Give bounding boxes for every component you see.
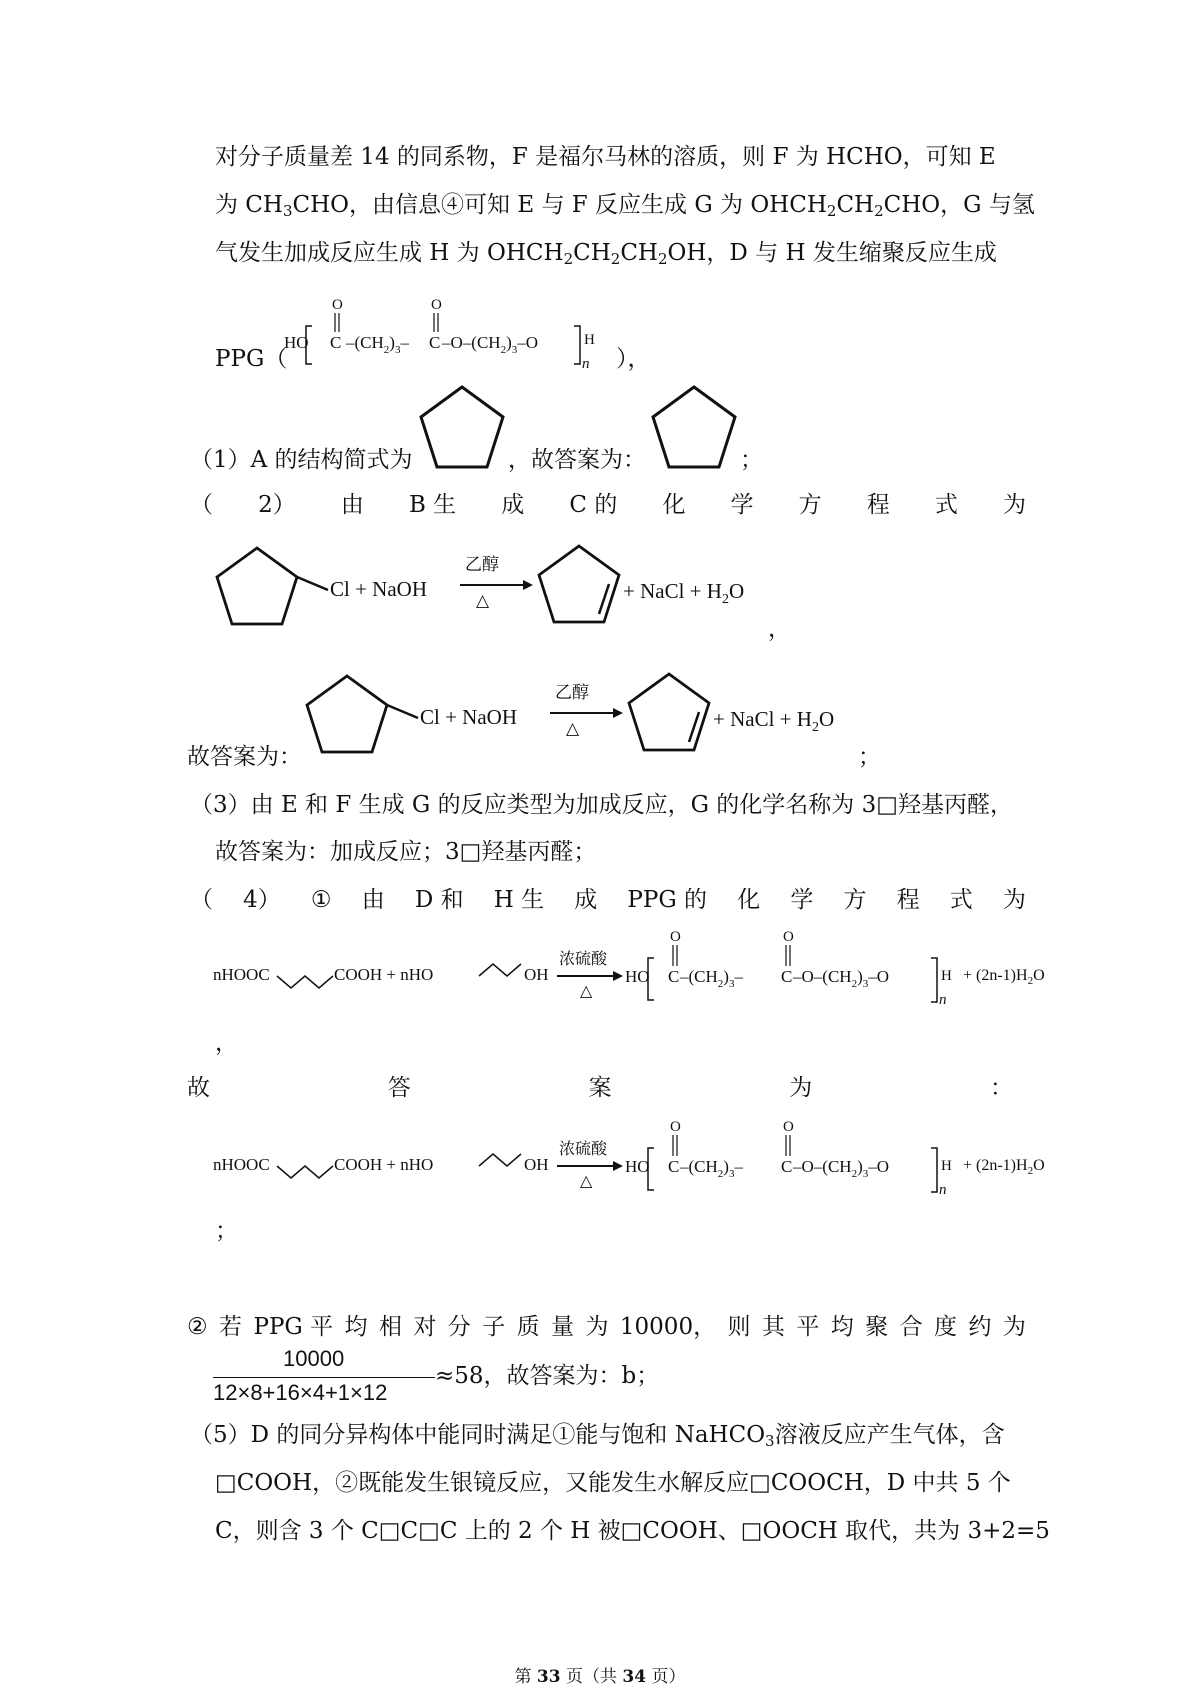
svg-text:C: C — [781, 967, 793, 986]
svg-text:+ NaCl + H2O: + NaCl + $H_2O$ — [713, 707, 835, 735]
svg-text:+ NaCl + H2O: + NaCl + $H_2O$ — [623, 579, 745, 607]
token: 学 — [730, 492, 754, 518]
q4b-heading — [187, 1312, 1026, 1342]
answer-label: 故答案为： — [187, 744, 302, 770]
svg-text:O: O — [783, 1119, 794, 1135]
subscript: 2 — [874, 202, 884, 220]
token: 2） — [258, 492, 296, 518]
token: 聚 — [865, 1314, 889, 1340]
svg-text:–(CH2)3–: $-(CH_2)_3-$ — [680, 967, 743, 990]
text: CH — [573, 240, 611, 266]
ppg-h: H — [584, 332, 595, 348]
ppg-c1: C — [330, 333, 342, 352]
svg-text:浓硫酸: 浓硫酸 — [559, 1141, 608, 1158]
svg-text:n: n — [939, 1182, 947, 1198]
token: 程 — [896, 887, 920, 913]
token: 成 — [501, 492, 525, 518]
svg-text:O: O — [783, 929, 794, 945]
fraction-bar — [213, 1377, 435, 1378]
subscript: 2 — [657, 250, 668, 268]
token: 则 — [727, 1314, 751, 1340]
token: ① — [310, 887, 332, 913]
q1-text-a: （1）A 的结构简式为 — [190, 447, 413, 473]
token: 案 — [588, 1075, 612, 1101]
token: 化 — [662, 492, 686, 518]
q5-line1 — [190, 1420, 1005, 1450]
text-line — [215, 142, 996, 172]
token: 量 — [551, 1314, 575, 1340]
text: 对分子质量差 14 的同系物，F 是福尔马林的溶质，则 F 为 HCHO，可知 E — [215, 144, 996, 170]
fraction-numerator: 10000 — [283, 1346, 345, 1371]
svg-text:–O–(CH2)3–O: $-O-(CH_2)_3-O$ — [793, 1157, 890, 1180]
token: 其 — [761, 1314, 785, 1340]
token: 程 — [866, 492, 890, 518]
subscript: 2 — [563, 250, 574, 268]
comma: ， — [215, 1030, 238, 1056]
comma: ， — [768, 616, 791, 642]
svg-text:Cl + NaOH: Cl + NaOH — [330, 577, 428, 601]
token: 子 — [482, 1314, 506, 1340]
semicolon: ； — [858, 744, 881, 770]
token: PPG 平 — [253, 1314, 334, 1340]
token: 式 — [934, 492, 958, 518]
token: 由 — [340, 492, 364, 518]
svg-text:△: △ — [580, 1173, 593, 1190]
q2-heading — [190, 490, 1026, 520]
ppg-ch2-1: $-(CH_2)_3-$ — [346, 333, 409, 356]
page-footer: 第 33 页（共 34 页） — [514, 1667, 686, 1687]
svg-text:C: C — [668, 1157, 680, 1176]
q5-line3: C，则含 3 个 C□C□C 上的 2 个 H 被□COOH、□OOCH 取代，共为 3+2=5 — [215, 1518, 1050, 1544]
token: PPG 的 — [627, 887, 708, 913]
fraction-denominator: 12×8+16×4+1×12 — [213, 1380, 388, 1405]
svg-text:HO: HO — [625, 967, 650, 986]
svg-text:O: O — [670, 929, 681, 945]
svg-text:C: C — [781, 1157, 793, 1176]
text: （5）D 的同分异构体中能同时满足①能与饱和 NaHCO — [190, 1422, 766, 1448]
ppg-suffix: ）， — [616, 346, 651, 372]
svg-text:乙醇: 乙醇 — [555, 683, 589, 702]
svg-text:△: △ — [580, 983, 593, 1000]
token: 为 — [1002, 492, 1026, 518]
ring-reactant — [217, 548, 297, 624]
cyclopentane-2 — [648, 383, 740, 473]
cyclopentane-1 — [416, 383, 508, 473]
svg-text:H: H — [941, 1158, 952, 1174]
token: 均 — [344, 1314, 368, 1340]
token: 成 — [574, 887, 598, 913]
text: 溶液反应产生气体，含 — [774, 1422, 1005, 1448]
svg-text:△: △ — [566, 719, 580, 738]
ppg-o2: O — [431, 297, 442, 313]
svg-text:OH: OH — [524, 965, 549, 984]
token: 方 — [798, 492, 822, 518]
token: 分 — [447, 1314, 471, 1340]
svg-text:Cl + NaOH: Cl + NaOH — [420, 705, 518, 729]
text: OH，D 与 H 发生缩聚反应生成 — [667, 240, 997, 266]
token: 为 — [1002, 1314, 1026, 1340]
token: 学 — [790, 887, 814, 913]
fraction — [213, 1346, 435, 1408]
reaction-1-answer — [303, 668, 873, 768]
token: 为 — [585, 1314, 609, 1340]
svg-text:–(CH2)3–: $-(CH_2)_3-$ — [680, 1157, 743, 1180]
token: 质 — [516, 1314, 540, 1340]
svg-text:–O–(CH2)3–O: $-O-(CH_2)_3-O$ — [793, 967, 890, 990]
svg-text:COOH + nHO: COOH + nHO — [334, 965, 434, 984]
subscript: 2 — [610, 250, 621, 268]
svg-text:+ (2n-1)H2O: + $(2n-1)H_2O$ — [963, 967, 1045, 987]
reaction-1 — [213, 540, 783, 640]
token: H 生 — [493, 887, 545, 913]
subscript: 3 — [765, 1432, 775, 1450]
ppg-ho: HO — [284, 333, 309, 352]
token: 故 — [187, 1075, 210, 1101]
text-line — [215, 238, 997, 268]
svg-text:OH: OH — [524, 1155, 549, 1174]
svg-text:nHOOC: nHOOC — [213, 965, 270, 984]
token: 10000， — [619, 1314, 717, 1340]
token: 由 — [361, 887, 385, 913]
svg-text:浓硫酸: 浓硫酸 — [559, 951, 608, 968]
page-number: 33 — [536, 1667, 561, 1687]
token: 方 — [843, 887, 867, 913]
token: C 的 — [569, 492, 618, 518]
token: 化 — [737, 887, 761, 913]
text: CH — [620, 240, 658, 266]
svg-text:△: △ — [476, 591, 490, 610]
bracket-right — [574, 326, 580, 364]
svg-text:O: O — [670, 1119, 681, 1135]
svg-text:H: H — [941, 968, 952, 984]
token: 4） — [243, 887, 281, 913]
svg-text:+ (2n-1)H2O: + $(2n-1)H_2O$ — [963, 1157, 1045, 1177]
token: 为 — [789, 1075, 813, 1101]
q5-line2: □COOH，②既能发生银镜反应，又能发生水解反应□COOCH，D 中共 5 个 — [215, 1470, 1011, 1496]
text: CHO，G 与氢 — [883, 192, 1035, 218]
token: （ — [190, 492, 213, 518]
text: CH — [836, 192, 875, 218]
token: 答 — [387, 1075, 411, 1101]
token: 度 — [934, 1314, 958, 1340]
token: ： — [990, 1075, 1013, 1101]
page-total: 34 — [622, 1667, 647, 1687]
token: 平 — [796, 1314, 820, 1340]
text: 为 CH — [215, 192, 283, 218]
svg-text:乙醇: 乙醇 — [465, 555, 499, 574]
token: 式 — [949, 887, 973, 913]
svg-text:HO: HO — [625, 1157, 650, 1176]
token: 合 — [899, 1314, 923, 1340]
text: CHO，由信息④可知 E 与 F 反应生成 G 为 OHCH — [292, 192, 827, 218]
svg-text:C: C — [668, 967, 680, 986]
reaction-2 — [213, 924, 1083, 1024]
subscript: 3 — [282, 202, 293, 220]
token: D 和 — [414, 887, 464, 913]
ppg-prefix: PPG（ — [215, 346, 288, 372]
ppg-ester: $-O-(CH_2)_3-O$ — [442, 333, 539, 356]
fraction-result: ≈58，故答案为：b； — [435, 1363, 660, 1389]
token: （ — [190, 887, 213, 913]
q3-line1: （3）由 E 和 F 生成 G 的反应类型为加成反应，G 的化学名称为 3□羟基丙醛， — [190, 792, 1013, 818]
token: 约 — [968, 1314, 992, 1340]
token: ② — [187, 1314, 208, 1340]
ppg-o1: O — [332, 297, 343, 313]
q4-heading — [190, 885, 1026, 915]
reaction-2-answer — [213, 1114, 1083, 1214]
subscript: 2 — [826, 202, 837, 220]
answer-label-row — [187, 1073, 1013, 1103]
token: 对 — [413, 1314, 437, 1340]
token: B 生 — [408, 492, 457, 518]
ppg-structure — [282, 292, 622, 377]
svg-text:n: n — [939, 992, 947, 1008]
token: 均 — [830, 1314, 854, 1340]
q1-text-b: ，故答案为： — [508, 447, 646, 473]
token: 相 — [378, 1314, 402, 1340]
semicolon: ； — [215, 1218, 238, 1244]
q3-line2: 故答案为：加成反应；3□羟基丙醛； — [215, 839, 597, 865]
ppg-c2: C — [429, 333, 441, 352]
svg-text:COOH + nHO: COOH + nHO — [334, 1155, 434, 1174]
q1-text-c: ； — [740, 447, 763, 473]
token: 若 — [219, 1314, 243, 1340]
svg-text:nHOOC: nHOOC — [213, 1155, 270, 1174]
token: 为 — [1002, 887, 1026, 913]
text: 气发生加成反应生成 H 为 OHCH — [215, 240, 564, 266]
text-line — [215, 190, 1035, 220]
ppg-n: n — [582, 356, 590, 372]
ring-product — [539, 546, 619, 622]
